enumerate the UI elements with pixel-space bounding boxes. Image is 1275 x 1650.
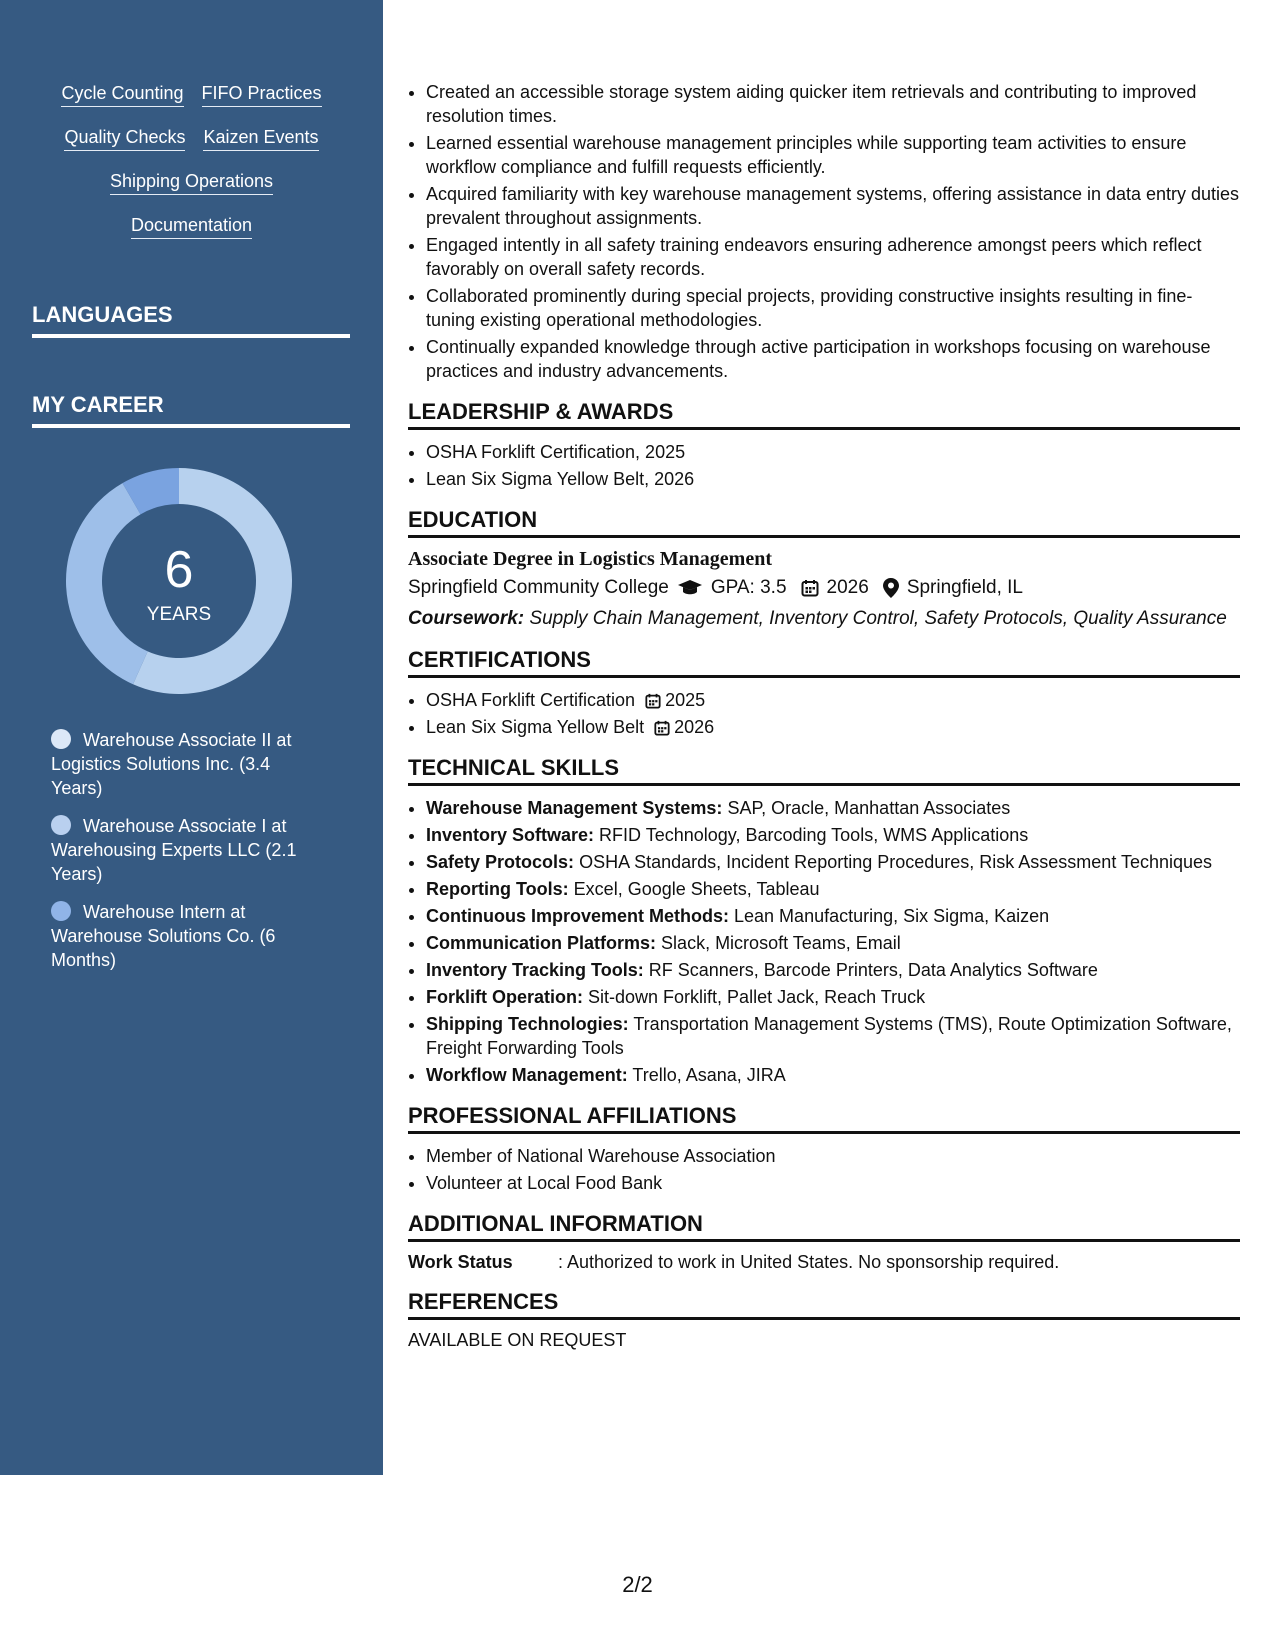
skill-value: Transportation Management Systems (TMS), Route Optimization Software, Freight Forwarding Tools xyxy=(426,1014,1232,1058)
donut-years-label: YEARS xyxy=(146,604,212,625)
cert-year: 2026 xyxy=(674,717,715,737)
leadership-heading: LEADERSHIP & AWARDS xyxy=(408,399,1240,430)
school-name: Springfield Community College xyxy=(408,577,669,598)
calendar-icon xyxy=(645,693,661,709)
donut-years-number: 6 xyxy=(164,541,194,599)
list-item: • Learned essential warehouse management principles while supporting team activities to ensure workflow compliance and fulfill requests efficiently. xyxy=(426,131,1240,179)
leadership-list xyxy=(408,440,1240,491)
school-location: Springfield, IL xyxy=(906,577,1023,598)
skill-label: Shipping Technologies: xyxy=(426,1014,629,1034)
experience-bullets xyxy=(408,80,1240,383)
certifications-list xyxy=(408,688,1240,739)
list-item xyxy=(426,958,1240,982)
main-content xyxy=(408,80,1240,1351)
list-item xyxy=(426,1063,1240,1087)
work-status-row xyxy=(408,1252,1240,1273)
page-number: 2/2 xyxy=(622,1572,653,1597)
career-heading: MY CAREER xyxy=(32,392,350,428)
list-item: • Lean Six Sigma Yellow Belt, 2026 xyxy=(426,467,1240,491)
legend-dot xyxy=(51,901,71,921)
list-item: • Member of National Warehouse Association xyxy=(426,1144,1240,1168)
cert-name: Lean Six Sigma Yellow Belt xyxy=(426,717,645,737)
skill-label: Inventory Software: xyxy=(426,825,595,845)
calendar-icon xyxy=(654,720,670,736)
list-item: • OSHA Forklift Certification, 2025 xyxy=(426,440,1240,464)
list-item xyxy=(426,688,1240,712)
references-text: AVAILABLE ON REQUEST xyxy=(408,1330,627,1350)
list-item xyxy=(426,877,1240,901)
legend-dot xyxy=(51,815,71,835)
skill-tag[interactable]: Documentation xyxy=(131,214,252,239)
skill-value: Sit-down Forklift, Pallet Jack, Reach Truck xyxy=(588,987,926,1007)
career-item-text: Warehouse Associate II at Logistics Solutions Inc. (3.4 Years) xyxy=(51,730,292,798)
technical-skills-list xyxy=(408,796,1240,1087)
gpa: GPA: 3.5 xyxy=(710,577,787,598)
skill-label: Communication Platforms: xyxy=(426,933,657,953)
skill-value: OSHA Standards, Incident Reporting Procedures, Risk Assessment Techniques xyxy=(579,852,1213,872)
skill-tag[interactable]: FIFO Practices xyxy=(202,82,322,107)
sidebar xyxy=(0,0,383,1475)
graduation-cap-icon xyxy=(677,579,703,597)
career-item-text: Warehouse Intern at Warehouse Solutions Co. (6 Months) xyxy=(51,902,276,970)
career-item xyxy=(51,900,321,972)
affiliations-heading: PROFESSIONAL AFFILIATIONS xyxy=(408,1103,1240,1134)
skill-label: Safety Protocols: xyxy=(426,852,575,872)
list-item xyxy=(426,850,1240,874)
list-item xyxy=(426,931,1240,955)
skill-tag[interactable]: Kaizen Events xyxy=(203,126,318,151)
career-item xyxy=(51,728,321,800)
coursework-label: Coursework: xyxy=(408,608,525,629)
additional-info-heading: ADDITIONAL INFORMATION xyxy=(408,1211,1240,1242)
skill-label: Continuous Improvement Methods: xyxy=(426,906,729,926)
cert-name: OSHA Forklift Certification xyxy=(426,690,636,710)
affiliations-list xyxy=(408,1144,1240,1195)
career-item xyxy=(51,814,321,886)
list-item xyxy=(426,796,1240,820)
skill-tag[interactable]: Shipping Operations xyxy=(110,170,273,195)
coursework-text: Supply Chain Management, Inventory Control, Safety Protocols, Quality Assurance xyxy=(529,608,1227,629)
graduation-year: 2026 xyxy=(826,577,869,598)
list-item xyxy=(426,1012,1240,1060)
list-item: • Created an accessible storage system aiding quicker item retrievals and contributing to improved resolution times. xyxy=(426,80,1240,128)
work-status-label: Work Status xyxy=(408,1252,513,1272)
career-donut-chart xyxy=(66,468,292,694)
list-item xyxy=(426,715,1240,739)
skill-label: Reporting Tools: xyxy=(426,879,569,899)
coursework xyxy=(408,607,1240,631)
list-item: • Acquired familiarity with key warehouse management systems, offering assistance in data entry duties prevalent throughout assignments. xyxy=(426,182,1240,230)
references-heading: REFERENCES xyxy=(408,1289,1240,1320)
list-item: • Continually expanded knowledge through active participation in workshops focusing on warehouse practices and industry advancements. xyxy=(426,335,1240,383)
technical-skills-heading: TECHNICAL SKILLS xyxy=(408,755,1240,786)
skill-value: Lean Manufacturing, Six Sigma, Kaizen xyxy=(734,906,1050,926)
legend-dot xyxy=(51,729,71,749)
skill-value: SAP, Oracle, Manhattan Associates xyxy=(727,798,1011,818)
location-pin-icon xyxy=(883,578,899,598)
skill-value: RF Scanners, Barcode Printers, Data Analytics Software xyxy=(648,960,1098,980)
skill-label: Forklift Operation: xyxy=(426,987,583,1007)
skill-label: Inventory Tracking Tools: xyxy=(426,960,644,980)
education-details xyxy=(408,577,1240,599)
career-item-text: Warehouse Associate I at Warehousing Experts LLC (2.1 Years) xyxy=(51,816,297,884)
calendar-icon xyxy=(801,579,819,597)
list-item xyxy=(426,904,1240,928)
certifications-heading: CERTIFICATIONS xyxy=(408,647,1240,678)
list-item: • Volunteer at Local Food Bank xyxy=(426,1171,1240,1195)
degree-title: Associate Degree in Logistics Management xyxy=(408,548,773,570)
skill-value: Slack, Microsoft Teams, Email xyxy=(661,933,901,953)
skill-value: RFID Technology, Barcoding Tools, WMS Applications xyxy=(599,825,1029,845)
languages-heading: LANGUAGES xyxy=(32,302,350,338)
skill-label: Warehouse Management Systems: xyxy=(426,798,723,818)
skill-value: Excel, Google Sheets, Tableau xyxy=(573,879,820,899)
list-item: • Engaged intently in all safety training endeavors ensuring adherence amongst peers which reflect favorably on overall safety records. xyxy=(426,233,1240,281)
skill-tags xyxy=(0,82,383,258)
skill-label: Workflow Management: xyxy=(426,1065,628,1085)
work-status-value: : Authorized to work in United States. No sponsorship required. xyxy=(558,1252,1060,1272)
career-list xyxy=(51,728,321,986)
list-item: • Collaborated prominently during special projects, providing constructive insights resulting in fine-tuning existing operational methodologies. xyxy=(426,284,1240,332)
education-heading: EDUCATION xyxy=(408,507,1240,538)
list-item xyxy=(426,823,1240,847)
skill-tag[interactable]: Quality Checks xyxy=(64,126,185,151)
skill-tag[interactable]: Cycle Counting xyxy=(61,82,183,107)
skill-value: Trello, Asana, JIRA xyxy=(632,1065,786,1085)
cert-year: 2025 xyxy=(665,690,706,710)
list-item xyxy=(426,985,1240,1009)
